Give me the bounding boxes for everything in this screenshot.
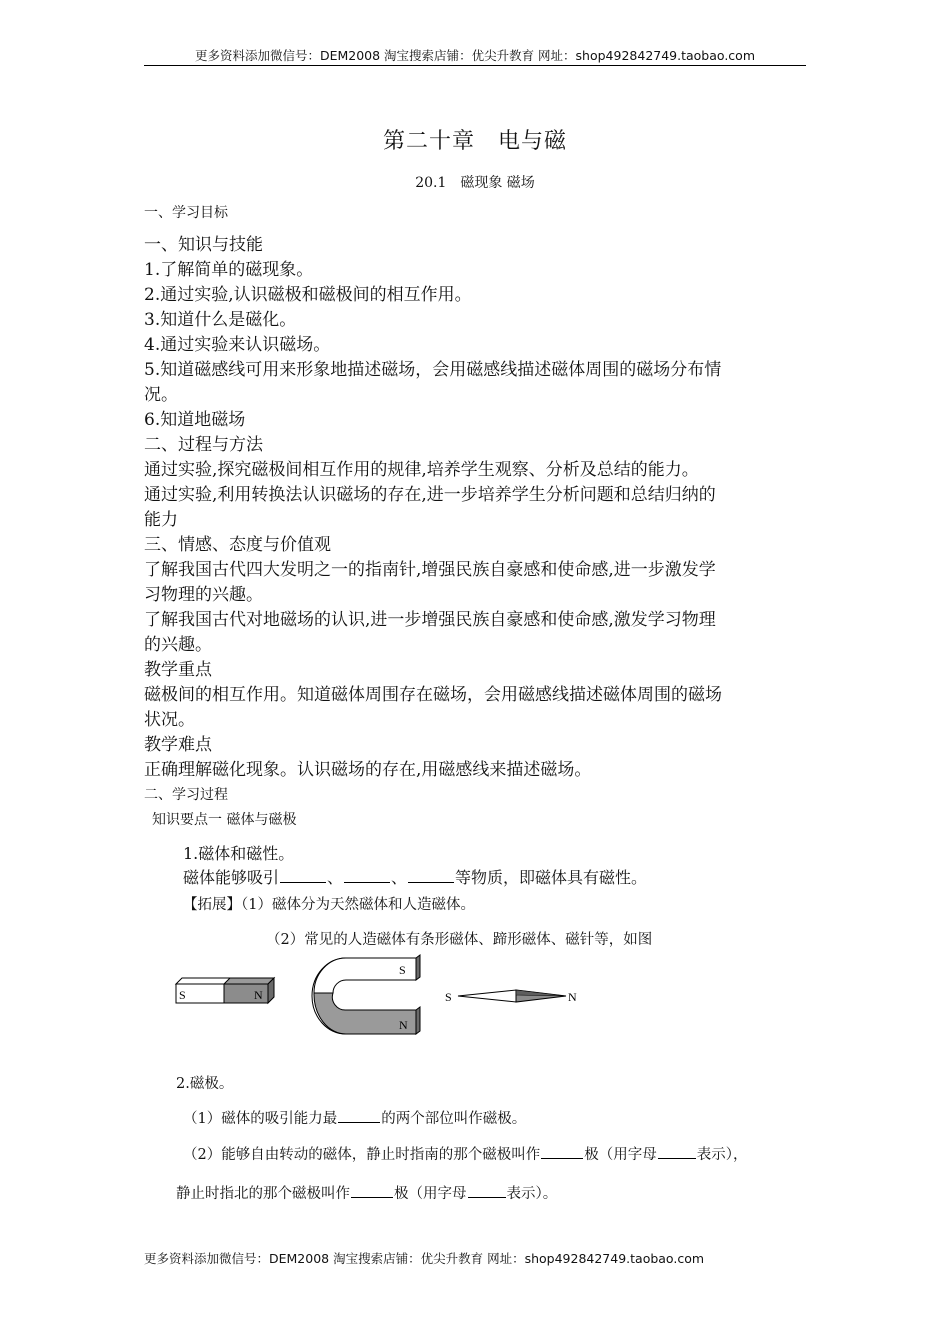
page-header: 更多资料添加微信号：DEM2008 淘宝搜索店铺：优尖升教育 网址：shop492842749.taobao.com (194, 48, 756, 63)
item2-q3-suffix: 表示）。 (506, 1186, 558, 1202)
item1-question (183, 865, 647, 888)
answer-blank-5[interactable] (541, 1142, 583, 1159)
goal-heading-process: 二、过程与方法 (144, 435, 263, 455)
goal-e2-line1: 了解我国古代对地磁场的认识,进一步增强民族自豪感和使命感,激发学习物理 (144, 610, 716, 630)
compass-needle-illustration (445, 990, 577, 1004)
answer-blank-2[interactable] (344, 866, 390, 883)
chapter-title: 第二十章 电与磁 (382, 129, 567, 154)
horseshoe-magnet-illustration (312, 955, 420, 1034)
item2-question-3 (176, 1181, 557, 1203)
horseshoe-n-label: N (399, 1018, 408, 1032)
magnets-figure (170, 954, 610, 1036)
goal-e2-line2: 的兴趣。 (144, 635, 212, 655)
goal-k5-line2: 况。 (144, 385, 178, 405)
section-learning-process: 二、学习过程 (144, 787, 228, 803)
key-points-line1: 磁极间的相互作用。知道磁体周围存在磁场，会用磁感线描述磁体周围的磁场 (144, 685, 722, 705)
heading-difficulties: 教学难点 (144, 735, 212, 755)
goal-p1: 通过实验,探究磁极间相互作用的规律,培养学生观察、分析及总结的能力。 (144, 460, 699, 480)
horseshoe-s-label: S (399, 963, 406, 977)
separator-2: 、 (391, 868, 408, 887)
goal-k1: 1.了解简单的磁现象。 (144, 260, 314, 280)
goal-e1-line1: 了解我国古代四大发明之一的指南针,增强民族自豪感和使命感,进一步激发学 (144, 560, 716, 580)
page-footer: 更多资料添加微信号：DEM2008 淘宝搜索店铺：优尖升教育 网址：shop492842749.taobao.com (144, 1251, 705, 1266)
goal-heading-emotion: 三、情感、态度与价值观 (144, 535, 331, 555)
item2-question-1 (183, 1106, 526, 1128)
goal-p2-line1: 通过实验,利用转换法认识磁场的存在,进一步培养学生分析问题和总结归纳的 (144, 485, 716, 505)
needle-s-label: S (445, 990, 452, 1004)
header-rule (144, 65, 806, 66)
answer-blank-7[interactable] (351, 1181, 393, 1198)
difficulties-line: 正确理解磁化现象。认识磁场的存在,用磁感线来描述磁场。 (144, 760, 592, 780)
answer-blank-4[interactable] (338, 1106, 380, 1123)
item2-q3-prefix: 静止时指北的那个磁极叫作 (176, 1186, 350, 1202)
goal-p2-line2: 能力 (144, 510, 178, 530)
goal-k5-line1: 5.知道磁感线可用来形象地描述磁场，会用磁感线描述磁体周围的磁场分布情 (144, 360, 722, 380)
item2-q2-middle: 极（用字母 (584, 1147, 657, 1163)
needle-n-label: N (568, 990, 577, 1004)
item1-question-suffix: 等物质，即磁体具有磁性。 (455, 868, 648, 887)
key-points-line2: 状况。 (144, 710, 195, 730)
item2-title: 2.磁极。 (176, 1076, 234, 1092)
bar-magnet-n-label: N (254, 988, 263, 1002)
item2-q1-prefix: （1）磁体的吸引能力最 (183, 1111, 338, 1127)
answer-blank-6[interactable] (658, 1142, 696, 1159)
extension-note-1: 【拓展】（1）磁体分为天然磁体和人造磁体。 (183, 897, 475, 913)
knowledge-point-1: 知识要点一 磁体与磁极 (152, 812, 297, 828)
item1-question-prefix: 磁体能够吸引 (183, 868, 280, 887)
goal-e1-line2: 习物理的兴趣。 (144, 585, 263, 605)
item1-title: 1.磁体和磁性。 (183, 844, 295, 863)
goal-k6: 6.知道地磁场 (144, 410, 246, 430)
bar-magnet-s-label: S (179, 988, 186, 1002)
answer-blank-8[interactable] (468, 1181, 506, 1198)
separator-1: 、 (327, 868, 344, 887)
item2-question-2 (183, 1142, 747, 1164)
item2-q1-suffix: 的两个部位叫作磁极。 (381, 1111, 527, 1127)
section-subtitle: 20.1 磁现象 磁场 (415, 175, 535, 191)
heading-key-points: 教学重点 (144, 660, 212, 680)
answer-blank-1[interactable] (280, 866, 326, 883)
goal-heading-knowledge: 一、知识与技能 (144, 235, 263, 255)
extension-note-2: （2）常见的人造磁体有条形磁体、蹄形磁体、磁针等，如图 (266, 932, 653, 948)
answer-blank-3[interactable] (408, 866, 454, 883)
section-learning-goals: 一、学习目标 (144, 205, 228, 221)
item2-q3-middle: 极（用字母 (394, 1186, 467, 1202)
goal-k2: 2.通过实验,认识磁极和磁极间的相互作用。 (144, 285, 472, 305)
bar-magnet-illustration (176, 978, 274, 1003)
goal-k4: 4.通过实验来认识磁场。 (144, 335, 331, 355)
goal-k3: 3.知道什么是磁化。 (144, 310, 297, 330)
item2-q2-prefix: （2）能够自由转动的磁体，静止时指南的那个磁极叫作 (183, 1147, 541, 1163)
item2-q2-suffix: 表示）， (696, 1147, 748, 1163)
